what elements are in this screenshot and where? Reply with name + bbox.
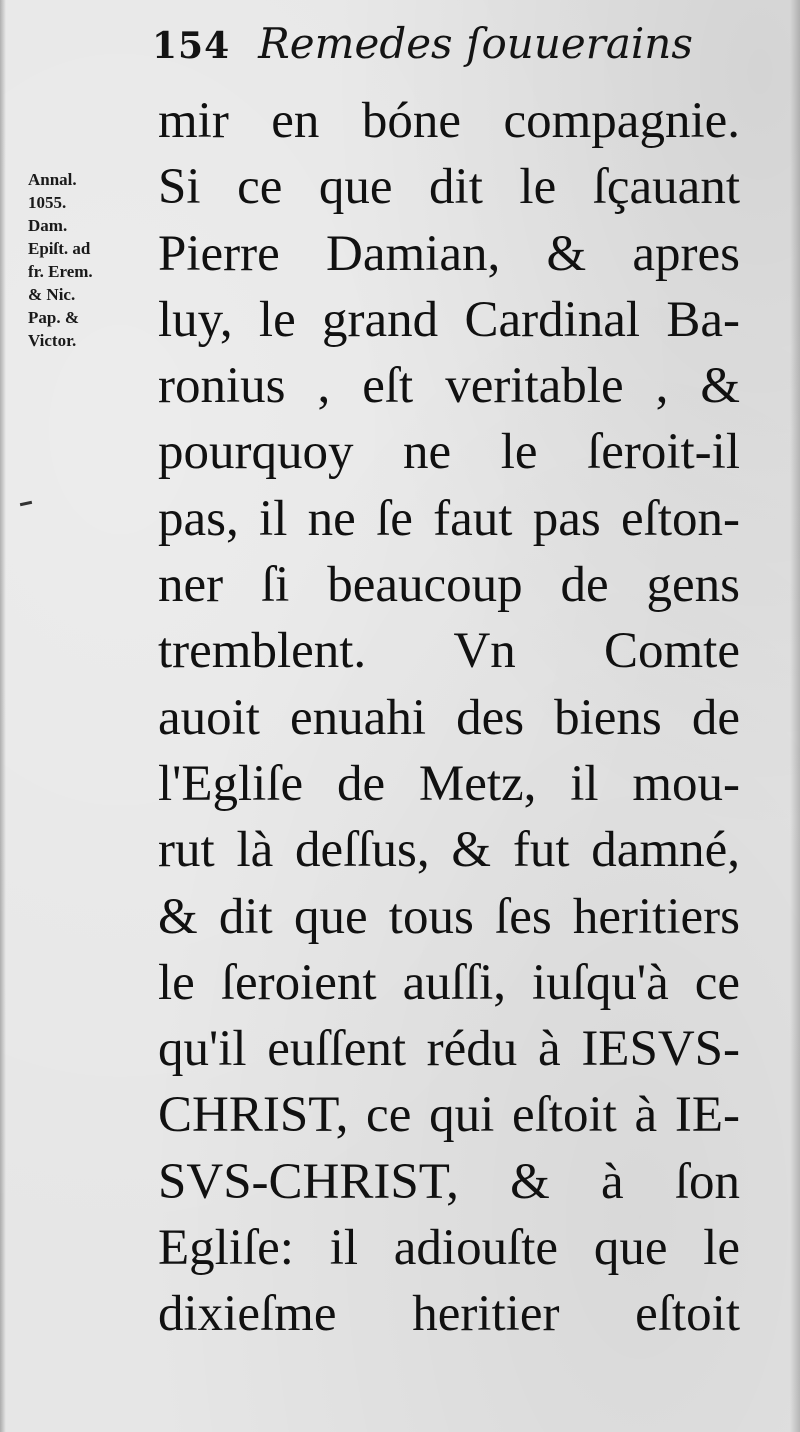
margin-mark (20, 501, 32, 506)
text-line: mir en bóne compagnie. (158, 93, 740, 149)
text-line: SVS-CHRIST, & à ſon (158, 1153, 740, 1210)
text-line: rut là deſſus, & fut damné, (158, 822, 740, 879)
text-line: pas, il ne ſe faut pas eſton- (158, 490, 740, 547)
page-number: 154 (152, 25, 231, 67)
text-line: tremblent. Vn Comte (158, 623, 740, 680)
text-line: Pierre Damian, & apres (158, 225, 740, 282)
page-left-edge-shadow (0, 0, 6, 1432)
text-line: CHRIST, ce qui eſtoit à IE- (158, 1087, 740, 1144)
text-line: luy, le grand Cardinal Ba- (158, 291, 740, 348)
text-line: qu'il euſſent rédu à IESVS- (158, 1021, 740, 1078)
marginal-note (28, 168, 153, 352)
text-line: dixieſme heritier eſtoit (158, 1286, 740, 1343)
margin-note-line: Epiſt. ad (28, 239, 91, 258)
running-title: Remedes ſouuerains (258, 19, 693, 68)
margin-note-line: Pap. & (28, 308, 79, 327)
text-line: Egliſe: il adiouſte que le (158, 1220, 740, 1277)
text-line: ner ſi beaucoup de gens (158, 557, 740, 614)
margin-note-line: 1055. (28, 193, 67, 212)
text-line: auoit enuahi des biens de (158, 689, 740, 746)
text-line: le ſeroient auſſi, iuſqu'à ce (158, 954, 740, 1011)
text-line: pourquoy ne le ſeroit-il (158, 424, 740, 481)
text-line: & dit que tous ſes heritiers (158, 888, 740, 945)
margin-note-line: & Nic. (28, 285, 76, 304)
margin-note-line: Annal. (28, 170, 77, 189)
margin-note-line: Victor. (28, 331, 77, 350)
page-header (152, 14, 693, 74)
text-line: ronius , eſt veritable , & (158, 358, 740, 415)
margin-note-line: Dam. (28, 216, 68, 235)
margin-note-line: fr. Erem. (28, 262, 93, 281)
text-line: l'Egliſe de Metz, il mou- (158, 755, 740, 812)
body-text (158, 88, 740, 1348)
text-line: Si ce que dit le ſçauant (158, 159, 740, 216)
page-right-edge-shadow (790, 0, 800, 1432)
